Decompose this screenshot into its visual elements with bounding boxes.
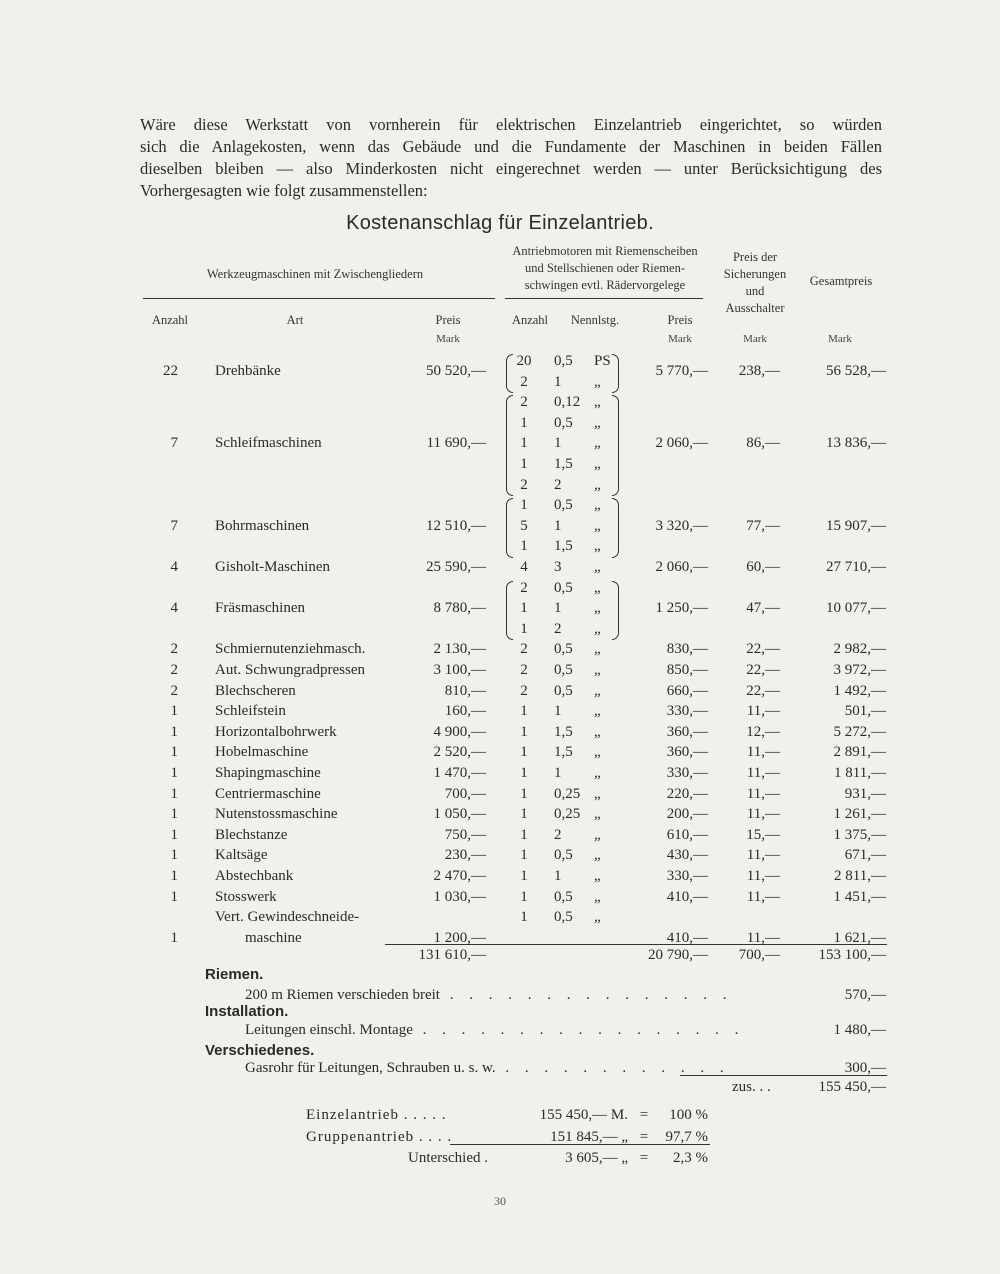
subheader-preis: Preis <box>435 313 461 327</box>
row-art: Schleifstein <box>215 703 286 720</box>
intro-paragraph <box>140 114 882 202</box>
row-gesamtpreis: 931,— <box>844 785 886 802</box>
row-preis: 1 200,— <box>433 929 486 946</box>
subheader-mark: Mark <box>828 333 852 345</box>
row-art: Nutenstossmaschine <box>215 806 338 823</box>
extra-text-installation: Leitungen einschl. Montage . . . . . . . . . . . . . . . . . <box>245 1022 745 1038</box>
row-anzahl: 1 <box>170 806 178 823</box>
row-anzahl: 1 <box>170 723 178 740</box>
row-sicherungen: 77,— <box>746 517 780 534</box>
row-anzahl: 1 <box>170 826 178 843</box>
row-motor-preis: 220,— <box>666 785 708 802</box>
motor-unit: „ <box>594 826 601 843</box>
row-preis: 2 470,— <box>433 868 486 884</box>
motor-nennlstg: 1,5 <box>554 723 573 740</box>
row-gesamtpreis: 1 451,— <box>833 888 886 905</box>
motor-anzahl: 1 <box>520 497 528 514</box>
motor-nennlstg: 0,5 <box>554 888 573 905</box>
summary-value: 151 845,— „ <box>550 1129 628 1145</box>
motor-anzahl: 1 <box>520 765 528 781</box>
row-gesamtpreis: 2 811,— <box>834 868 886 884</box>
motor-anzahl: 2 <box>520 662 528 678</box>
motor-anzahl: 1 <box>520 414 528 431</box>
row-art: Blechstanze <box>215 826 288 843</box>
motor-nennlstg: 3 <box>554 559 562 575</box>
row-preis: 8 780,— <box>433 600 486 617</box>
row-motor-preis: 200,— <box>666 806 708 823</box>
row-sicherungen: 11,— <box>746 929 780 946</box>
motor-unit: „ <box>594 806 601 823</box>
motor-unit: „ <box>594 744 601 761</box>
motor-nennlstg: 1,5 <box>554 744 573 761</box>
intro-line: Wäre diese Werkstatt von vornherein für elektrischen Einzelantrieb eingerichtet, so würden <box>140 115 882 134</box>
motor-unit: „ <box>594 641 601 658</box>
row-gesamtpreis: 5 272,— <box>833 723 886 740</box>
row-sicherungen: 11,— <box>746 785 780 802</box>
row-sicherungen: 11,— <box>746 703 780 720</box>
motor-anzahl: 1 <box>520 806 528 823</box>
motor-nennlstg: 2 <box>554 826 562 843</box>
motor-nennlstg: 0,25 <box>554 806 581 823</box>
row-art-cont: maschine <box>245 929 302 946</box>
row-art: Schmiernutenziehmasch. <box>215 641 366 658</box>
row-gesamtpreis: 15 907,— <box>826 517 886 534</box>
motor-unit: „ <box>594 435 601 452</box>
motor-nennlstg: 0,5 <box>554 682 573 699</box>
motor-anzahl: 1 <box>520 723 528 740</box>
motor-unit: „ <box>594 662 601 678</box>
motor-anzahl: 1 <box>520 538 528 555</box>
motor-unit: „ <box>594 579 601 596</box>
header-werkzeug: Werkzeugmaschinen mit Zwischengliedern <box>206 267 424 281</box>
motor-anzahl: 2 <box>520 476 528 493</box>
extra-value-installation: 1 480,— <box>833 1022 886 1038</box>
row-sicherungen: 22,— <box>746 641 780 658</box>
row-anzahl: 1 <box>170 847 178 864</box>
row-motor-preis: 3 320,— <box>655 517 708 534</box>
row-anzahl: 2 <box>170 641 178 658</box>
motor-nennlstg: 0,5 <box>554 414 573 431</box>
row-preis: 12 510,— <box>426 517 486 534</box>
row-preis: 50 520,— <box>426 363 486 380</box>
row-sicherungen: 22,— <box>746 662 780 678</box>
row-motor-preis: 330,— <box>666 765 708 781</box>
summary-value: 155 450,— M. <box>539 1107 628 1123</box>
row-preis: 230,— <box>444 847 486 864</box>
motor-anzahl: 1 <box>520 456 528 472</box>
extra-heading-installation: Installation. <box>205 1003 289 1020</box>
extra-heading-riemen: Riemen. <box>205 966 264 983</box>
subheader-motor-anzahl: Anzahl <box>511 313 549 327</box>
row-motor-preis: 2 060,— <box>655 435 708 452</box>
row-art: Bohrmaschinen <box>215 517 310 534</box>
intro-line: dieselben bleiben — also Minderkosten nicht eingerechnet werden — unter Berücksichtigung des <box>140 159 882 178</box>
row-anzahl: 1 <box>170 868 178 884</box>
subheader-art: Art <box>286 313 304 327</box>
row-preis: 4 900,— <box>433 723 486 740</box>
row-gesamtpreis: 27 710,— <box>826 559 886 575</box>
zus-rule <box>680 1075 887 1076</box>
motor-nennlstg: 0,5 <box>554 847 573 864</box>
row-anzahl: 1 <box>170 929 178 946</box>
row-sicherungen: 12,— <box>746 723 780 740</box>
motor-anzahl: 1 <box>520 435 528 452</box>
row-preis: 700,— <box>444 785 486 802</box>
subheader-motor-preis: Preis <box>667 313 693 327</box>
row-sicherungen: 86,— <box>746 435 780 452</box>
page-number: 30 <box>494 1194 506 1208</box>
row-gesamtpreis: 1 811,— <box>834 765 886 781</box>
header-gesamtpreis: Gesamtpreis <box>809 274 873 288</box>
motor-anzahl: 1 <box>520 785 528 802</box>
row-sicherungen: 11,— <box>746 744 780 761</box>
row-anzahl: 4 <box>170 559 178 575</box>
row-sicherungen: 11,— <box>746 806 780 823</box>
row-motor-preis: 410,— <box>666 888 708 905</box>
intro-line: sich die Anlagekosten, wenn das Gebäude und die Fundamente der Maschinen in beiden Fällen <box>140 137 882 156</box>
row-art: Gisholt-Maschinen <box>215 559 330 575</box>
motor-unit: „ <box>594 847 601 864</box>
row-preis: 810,— <box>444 682 486 699</box>
row-sicherungen: 238,— <box>738 363 780 380</box>
row-preis: 25 590,— <box>426 559 486 575</box>
motor-nennlstg: 0,12 <box>554 394 581 411</box>
motor-nennlstg: 0,5 <box>554 909 573 926</box>
row-art: Kaltsäge <box>215 847 268 864</box>
extra-value-riemen: 570,— <box>844 987 886 1003</box>
intro-line: Vorhergesagten wie folgt zusammenstellen: <box>140 181 428 200</box>
motor-anzahl: 5 <box>520 517 528 534</box>
row-gesamtpreis: 1 375,— <box>833 826 886 843</box>
row-anzahl: 2 <box>170 662 178 678</box>
motor-unit: „ <box>594 517 601 534</box>
motor-unit: „ <box>594 868 601 884</box>
row-sicherungen: 11,— <box>746 847 780 864</box>
row-art: Stosswerk <box>215 888 277 905</box>
motor-unit: „ <box>594 414 601 431</box>
motor-nennlstg: 1,5 <box>554 538 573 555</box>
summary-percent: 97,7 % <box>665 1129 708 1145</box>
motor-anzahl: 1 <box>520 868 528 884</box>
row-gesamtpreis: 1 621,— <box>833 929 886 946</box>
row-art: Vert. Gewindeschneide- <box>215 909 360 926</box>
row-art: Horizontalbohrwerk <box>215 723 337 740</box>
row-art: Shapingmaschine <box>215 765 321 781</box>
row-motor-preis: 850,— <box>666 662 708 678</box>
row-motor-preis: 1 250,— <box>655 600 708 617</box>
motor-anzahl: 1 <box>520 909 528 926</box>
zus-value: 155 450,— <box>818 1079 886 1095</box>
summary-value: 3 605,— „ <box>565 1150 628 1166</box>
extra-value-verschiedenes: 300,— <box>844 1060 886 1076</box>
summary-equals: = <box>639 1107 649 1123</box>
row-art: Schleifmaschinen <box>215 435 322 452</box>
subheader-anzahl: Anzahl <box>151 313 189 327</box>
motor-nennlstg: 2 <box>554 620 562 637</box>
motor-nennlstg: 1 <box>554 868 562 884</box>
motor-unit: „ <box>594 456 601 472</box>
motor-nennlstg: 0,5 <box>554 641 573 658</box>
motor-nennlstg: 1 <box>554 600 562 617</box>
row-anzahl: 7 <box>170 517 178 534</box>
row-gesamtpreis: 3 972,— <box>833 662 886 678</box>
header-rule <box>143 298 495 299</box>
row-gesamtpreis: 2 982,— <box>833 641 886 658</box>
motor-unit: „ <box>594 538 601 555</box>
motor-anzahl: 2 <box>520 579 528 596</box>
row-preis: 11 690,— <box>426 435 486 452</box>
row-art: Abstechbank <box>215 868 294 884</box>
brace <box>506 581 513 641</box>
row-preis: 1 030,— <box>433 888 486 905</box>
row-art: Blechscheren <box>215 682 296 699</box>
zus-label: zus. . . <box>732 1079 771 1095</box>
motor-nennlstg: 1 <box>554 703 562 720</box>
motor-nennlstg: 0,25 <box>554 785 581 802</box>
motor-unit: PS <box>594 353 611 369</box>
row-anzahl: 1 <box>170 703 178 720</box>
row-anzahl: 1 <box>170 765 178 781</box>
motor-unit: „ <box>594 476 601 493</box>
brace <box>506 395 513 496</box>
table-title: Kostenanschlag für Einzelantrieb. <box>346 212 654 234</box>
motor-nennlstg: 0,5 <box>554 662 573 678</box>
row-preis: 1 470,— <box>433 765 486 781</box>
subheader-mark: Mark <box>668 333 692 345</box>
totals-rule <box>385 944 887 945</box>
motor-unit: „ <box>594 373 601 390</box>
row-art: Hobelmaschine <box>215 744 309 761</box>
row-art: Aut. Schwungradpressen <box>215 662 365 678</box>
row-anzahl: 2 <box>170 682 178 699</box>
motor-anzahl: 1 <box>520 744 528 761</box>
row-motor-preis: 360,— <box>666 723 708 740</box>
subheader-mark: Mark <box>743 333 767 345</box>
row-sicherungen: 11,— <box>746 765 780 781</box>
row-anzahl: 1 <box>170 888 178 905</box>
subheader-nennlstg: Nennlstg. <box>570 313 620 327</box>
extra-text-verschiedenes: Gasrohr für Leitungen, Schrauben u. s. w. . . . . . . . . . . . . <box>245 1060 730 1076</box>
summary-label: Einzelantrieb . . . . . <box>306 1107 447 1123</box>
summary-percent: 100 % <box>669 1107 708 1123</box>
extra-heading-verschiedenes: Verschiedenes. <box>205 1042 315 1059</box>
brace <box>506 354 513 393</box>
row-motor-preis: 2 060,— <box>655 559 708 575</box>
row-sicherungen: 22,— <box>746 682 780 699</box>
row-gesamtpreis: 13 836,— <box>826 435 886 452</box>
row-art: Centriermaschine <box>215 785 321 802</box>
summary-label: Gruppenantrieb . . . . <box>306 1129 453 1145</box>
row-anzahl: 22 <box>163 363 178 380</box>
row-sicherungen: 11,— <box>746 868 780 884</box>
motor-unit: „ <box>594 394 601 411</box>
motor-nennlstg: 1,5 <box>554 456 573 472</box>
row-preis: 2 520,— <box>433 744 486 761</box>
motor-anzahl: 1 <box>520 888 528 905</box>
total-motor-preis: 20 790,— <box>648 947 708 963</box>
subheader-mark: Mark <box>436 333 460 345</box>
total-sicherungen: 700,— <box>738 947 780 963</box>
row-motor-preis: 5 770,— <box>655 363 708 380</box>
extra-text-riemen: 200 m Riemen verschieden breit . . . . . . . . . . . . . . . <box>245 987 733 1003</box>
motor-nennlstg: 1 <box>554 435 562 452</box>
summary-equals: = <box>639 1150 649 1166</box>
summary-equals: = <box>639 1129 649 1145</box>
motor-unit: „ <box>594 620 601 637</box>
header-sicherungen: Preis der Sicherungen und Ausschalter <box>723 250 787 315</box>
row-motor-preis: 430,— <box>666 847 708 864</box>
row-motor-preis: 660,— <box>666 682 708 699</box>
row-gesamtpreis: 1 261,— <box>833 806 886 823</box>
row-gesamtpreis: 10 077,— <box>826 600 886 617</box>
motor-anzahl: 2 <box>520 373 528 390</box>
summary-percent: 2,3 % <box>673 1150 708 1166</box>
row-anzahl: 7 <box>170 435 178 452</box>
motor-unit: „ <box>594 909 601 926</box>
motor-unit: „ <box>594 723 601 740</box>
motor-anzahl: 1 <box>520 600 528 617</box>
motor-unit: „ <box>594 888 601 905</box>
row-gesamtpreis: 56 528,— <box>826 363 886 380</box>
row-preis: 2 130,— <box>433 641 486 658</box>
brace <box>506 498 513 558</box>
motor-nennlstg: 1 <box>554 373 562 390</box>
motor-unit: „ <box>594 497 601 514</box>
motor-unit: „ <box>594 703 601 720</box>
row-art: Fräsmaschinen <box>215 600 305 617</box>
motor-unit: „ <box>594 600 601 617</box>
row-preis: 750,— <box>444 826 486 843</box>
row-anzahl: 1 <box>170 744 178 761</box>
motor-unit: „ <box>594 785 601 802</box>
motor-nennlstg: 0,5 <box>554 353 573 369</box>
summary-label: Unterschied . <box>408 1150 488 1166</box>
motor-anzahl: 1 <box>520 826 528 843</box>
motor-anzahl: 4 <box>520 559 528 575</box>
motor-nennlstg: 1 <box>554 517 562 534</box>
row-motor-preis: 610,— <box>666 826 708 843</box>
row-motor-preis: 330,— <box>666 868 708 884</box>
row-motor-preis: 330,— <box>666 703 708 720</box>
motor-anzahl: 1 <box>520 847 528 864</box>
row-anzahl: 4 <box>170 600 178 617</box>
row-gesamtpreis: 671,— <box>844 847 886 864</box>
motor-nennlstg: 0,5 <box>554 579 573 596</box>
total-gesamtpreis: 153 100,— <box>818 947 886 963</box>
row-sicherungen: 15,— <box>746 826 780 843</box>
row-motor-preis: 360,— <box>666 744 708 761</box>
row-sicherungen: 47,— <box>746 600 780 617</box>
row-art: Drehbänke <box>215 363 281 380</box>
row-preis: 160,— <box>444 703 486 720</box>
row-sicherungen: 11,— <box>746 888 780 905</box>
motor-nennlstg: 0,5 <box>554 497 573 514</box>
row-motor-preis: 830,— <box>666 641 708 658</box>
summary-rule <box>450 1144 710 1145</box>
motor-anzahl: 20 <box>516 353 532 369</box>
motor-anzahl: 1 <box>520 620 528 637</box>
row-preis: 1 050,— <box>433 806 486 823</box>
motor-nennlstg: 1 <box>554 765 562 781</box>
row-gesamtpreis: 1 492,— <box>833 682 886 699</box>
motor-anzahl: 2 <box>520 682 528 699</box>
row-gesamtpreis: 501,— <box>844 703 886 720</box>
motor-unit: „ <box>594 559 601 575</box>
row-sicherungen: 60,— <box>746 559 780 575</box>
header-rule <box>505 298 703 299</box>
header-antrieb: Antriebmotoren mit Riemenscheiben und Stellschienen oder Riemen- schwingen evtl. Rädervorgelege <box>512 244 698 292</box>
row-gesamtpreis: 2 891,— <box>833 744 886 761</box>
motor-anzahl: 1 <box>520 703 528 720</box>
motor-unit: „ <box>594 765 601 781</box>
motor-anzahl: 2 <box>520 394 528 411</box>
row-anzahl: 1 <box>170 785 178 802</box>
row-preis: 3 100,— <box>433 662 486 678</box>
motor-unit: „ <box>594 682 601 699</box>
total-preis: 131 610,— <box>418 947 486 963</box>
motor-anzahl: 2 <box>520 641 528 658</box>
motor-nennlstg: 2 <box>554 476 562 493</box>
row-motor-preis: 410,— <box>666 929 708 946</box>
